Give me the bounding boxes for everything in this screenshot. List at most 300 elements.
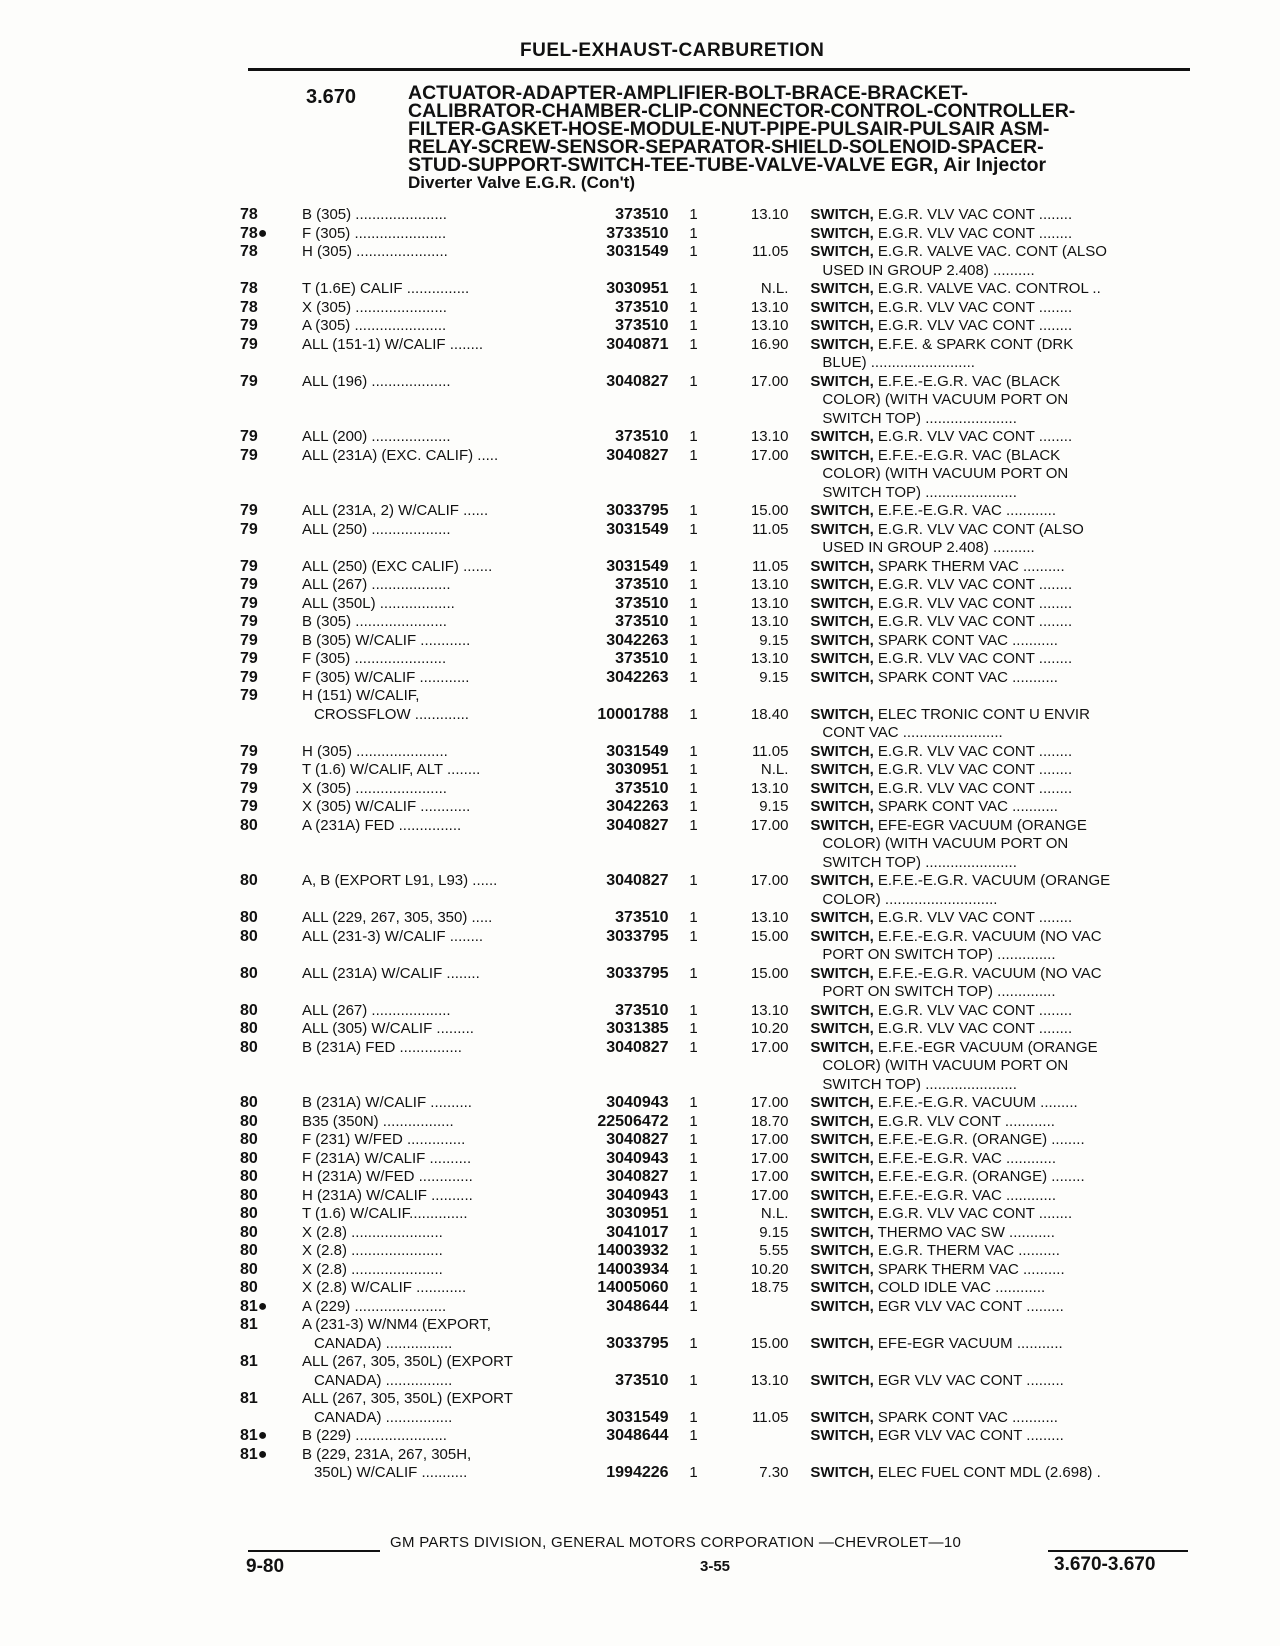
description-text: E.G.R. VLV VAC CONT ........ [873,1205,1073,1222]
application [302,1205,574,1224]
description [788,1446,1200,1483]
part-number: 3033795 [606,964,669,982]
description-text: E.G.R. VLV VAC CONT ........ [873,1001,1073,1019]
description-text: SPARK THERM VAC .......... [873,557,1065,575]
application-line: H (151) W/CALIF, [301,687,420,704]
part-number: 3042263 [606,631,669,649]
model-year: 80 [240,1131,258,1148]
price: 17.00 [750,1094,789,1111]
application [302,521,574,540]
part-number: 3040827 [606,1131,669,1148]
part-keyword: SWITCH, [810,594,874,612]
table-row [240,1205,1200,1224]
part-keyword: SWITCH, [810,631,874,649]
price: 9.15 [759,798,789,815]
application [302,225,574,244]
group-title-line: FILTER-GASKET-HOSE-MODULE-NUT-PIPE-PULSAIR-PULSAIR ASM- [408,118,1050,140]
description-line [810,1131,1200,1150]
group-title-line: STUD-SUPPORT-SWITCH-TEE-TUBE-VALVE-VALVE EGR, Air Injector [408,154,1047,176]
application [302,1353,574,1390]
description-line: USED IN GROUP 2.408) .......... [822,261,1035,279]
quantity: 1 [689,872,698,889]
description-text: E.G.R. VLV CONT ............ [873,1112,1055,1130]
part-keyword: SWITCH, [810,742,874,760]
quantity: 1 [689,298,698,316]
application [302,798,574,817]
description [788,1039,1200,1095]
quantity: 1 [689,927,698,945]
model-year: 78 [240,206,258,223]
description-text: ELEC FUEL CONT MDL (2.698) . [873,1464,1101,1481]
application-line: A (231A) FED ............... [301,816,462,834]
price: 16.90 [750,335,789,353]
description [788,761,1200,780]
description [788,1131,1200,1150]
description [788,613,1200,632]
model-year: 79 [240,335,258,353]
description [788,1316,1200,1353]
description-text: E.G.R. VLV VAC CONT ........ [873,317,1073,334]
group-title-line: RELAY-SCREW-SENSOR-SEPARATOR-SHIELD-SOLENOID-SPACER- [408,136,1044,158]
description [788,909,1200,928]
table-row [240,576,1200,595]
description-text: E.G.R. VLV VAC CONT ........ [873,428,1073,445]
description-text: COLD IDLE VAC ............ [873,1279,1046,1296]
description [788,1113,1200,1132]
application-line: B (305) ...................... [301,206,447,223]
part-keyword: SWITCH, [810,705,874,723]
model-year: 79 [240,631,258,649]
application-line: B (305) W/CALIF ............ [301,631,471,649]
description-text: E.G.R. VLV VAC CONT ........ [873,206,1073,223]
part-number: 3033795 [606,502,669,519]
description-text: ELEC TRONIC CONT U ENVIR [873,705,1090,723]
description-line [810,280,1200,299]
description [788,1150,1200,1169]
table-row [240,1261,1200,1280]
model-year: 79 [240,594,258,612]
description [788,521,1200,558]
footer-rule-right [1048,1550,1188,1552]
description-line [810,1039,1200,1058]
application [302,206,574,225]
description [788,1353,1200,1390]
part-keyword: SWITCH, [810,816,874,834]
description [788,1205,1200,1224]
description-line [810,817,1200,836]
description-line [810,299,1200,318]
price: 17.00 [750,1186,789,1204]
part-keyword: SWITCH, [810,1242,874,1259]
price: 17.00 [750,1131,789,1148]
application-line: B (231A) W/CALIF .......... [301,1094,472,1111]
model-year: 80 [240,1186,258,1204]
part-keyword: SWITCH, [810,372,874,390]
application-line: CANADA) ................ [313,1334,453,1352]
part-number: 3040827 [606,1168,669,1185]
description [788,595,1200,614]
part-keyword: SWITCH, [810,280,874,297]
model-year: 80 [240,1242,258,1259]
group-title-tail: Diverter Valve E.G.R. (Con't) [408,173,635,192]
table-row [240,299,1200,318]
part-keyword: SWITCH, [810,1334,874,1352]
application-line: F (231A) W/CALIF .......... [301,1149,472,1167]
description-line [810,632,1200,651]
group-number: 3.670 [306,86,357,108]
application [302,669,574,688]
application-line: H (231A) W/CALIF .......... [301,1186,473,1204]
application-line: ALL (196) ................... [301,372,451,390]
description-line [810,1427,1200,1446]
table-row [240,1298,1200,1317]
table-row [240,798,1200,817]
quantity: 1 [689,1223,698,1241]
part-number: 3040943 [606,1186,669,1204]
table-row [240,817,1200,873]
part-number: 3048644 [606,1427,669,1444]
table-row [240,595,1200,614]
description-line [810,1464,1200,1483]
model-year: 80 [240,1020,258,1037]
description [788,650,1200,669]
application [302,780,574,799]
table-row [240,928,1200,965]
description-text: E.G.R. VLV VAC CONT ........ [873,576,1073,593]
application-line: ALL (267) ................... [301,1001,451,1019]
footer-publisher: GM PARTS DIVISION, GENERAL MOTORS CORPORATION —CHEVROLET—10 [390,1534,962,1551]
description-text: E.F.E.-E.G.R. VACUUM (NO VAC [873,964,1102,982]
model-year: 79 [240,650,258,667]
quantity: 1 [689,1334,698,1352]
group-title-line: CALIBRATOR-CHAMBER-CLIP-CONNECTOR-CONTROL-CONTROLLER- [408,100,1076,122]
description-line: SWITCH TOP) ...................... [822,409,1017,427]
table-row [240,1020,1200,1039]
part-keyword: SWITCH, [810,779,874,797]
description-text: E.G.R. VLV VAC CONT ........ [873,779,1073,797]
description-line [810,743,1200,762]
quantity: 1 [689,1205,698,1222]
application [302,761,574,780]
description-text: E.F.E.-E.G.R. VAC ............ [873,1149,1057,1167]
application-line: A (231-3) W/NM4 (EXPORT, [301,1316,491,1333]
part-keyword: SWITCH, [810,1279,874,1296]
application-line: X (2.8) ...................... [301,1260,443,1278]
description-line: COLOR) (WITH VACUUM PORT ON [822,835,1069,852]
table-row [240,872,1200,909]
part-number: 3733510 [606,224,669,242]
application [302,1039,574,1058]
table-row [240,243,1200,280]
part-keyword: SWITCH, [810,1131,874,1148]
price: N.L. [760,761,789,778]
description-text: E.G.R. VLV VAC CONT ........ [873,613,1073,630]
description [788,1002,1200,1021]
part-number: 3048644 [606,1297,669,1315]
description-text: THERMO VAC SW ........... [873,1223,1055,1241]
part-number: 3040827 [606,372,669,390]
model-year: 79 [240,761,258,778]
price: 13.10 [750,594,789,612]
description-line [810,1168,1200,1187]
quantity: 1 [689,206,698,223]
description-text: EGR VLV VAC CONT ......... [873,1297,1064,1315]
model-year: 80 [240,964,258,982]
quantity: 1 [689,446,698,464]
model-year: 80 [240,1149,258,1167]
price: 13.10 [750,909,789,926]
application-line: ALL (229, 267, 305, 350) ..... [301,909,493,926]
description [788,1390,1200,1427]
application [302,1298,574,1317]
part-number: 373510 [615,1001,669,1019]
part-keyword: SWITCH, [810,1223,874,1241]
application [302,650,574,669]
application-line: B35 (350N) ................. [301,1112,454,1130]
part-number: 3040827 [606,446,669,464]
description-line [810,502,1200,521]
description-line [810,909,1200,928]
price: 18.70 [750,1112,789,1130]
quantity: 1 [689,1168,698,1185]
part-number: 3040943 [606,1094,669,1111]
model-year: 79 [240,798,258,815]
table-row [240,1002,1200,1021]
part-keyword: SWITCH, [810,613,874,630]
model-year: 80 [240,1112,258,1130]
price: 13.10 [750,613,789,630]
description-line [810,1261,1200,1280]
description [788,1298,1200,1317]
parts-list [240,206,1200,1483]
price: 13.10 [750,650,789,667]
description [788,1279,1200,1298]
quantity: 1 [689,594,698,612]
part-number: 14003932 [597,1242,669,1259]
model-year: 80 [240,1038,258,1056]
price: 10.20 [750,1260,789,1278]
description [788,502,1200,521]
application [302,447,574,466]
description [788,965,1200,1002]
application [302,576,574,595]
footer-date: 9-80 [246,1556,285,1577]
part-number: 3031549 [606,557,669,575]
part-number: 10001788 [597,705,669,723]
description [788,928,1200,965]
quantity: 1 [689,1131,698,1148]
application-line: T (1.6) W/CALIF, ALT ........ [301,761,481,778]
quantity: 1 [689,613,698,630]
part-number: 3040871 [606,335,669,353]
application [302,1242,574,1261]
model-year: 79 [240,446,258,464]
description [788,225,1200,244]
application [302,687,574,724]
application-line: F (305) ...................... [301,224,447,242]
description-line: SWITCH TOP) ...................... [822,853,1017,871]
application [302,743,574,762]
description-line [810,1150,1200,1169]
footer-group-range: 3.670-3.670 [1054,1554,1156,1575]
table-row [240,1168,1200,1187]
quantity: 1 [689,779,698,797]
description-text: E.F.E.-E.G.R. VACUUM (NO VAC [873,927,1102,945]
application-line: ALL (267, 305, 350L) (EXPORT [301,1390,513,1407]
application-line: F (305) ...................... [301,650,447,667]
part-keyword: SWITCH, [810,650,874,667]
application-line: ALL (305) W/CALIF ......... [301,1020,474,1037]
application-line: ALL (200) ................... [301,428,451,445]
price: 17.00 [750,872,789,889]
model-year: 78● [240,224,268,242]
quantity: 1 [689,576,698,593]
description [788,798,1200,817]
description-text: E.F.E. & SPARK CONT (DRK [873,335,1074,353]
quantity: 1 [689,1371,698,1389]
table-row [240,1353,1200,1390]
footer-rule-left [248,1550,380,1552]
application [302,1427,574,1446]
model-year: 80 [240,1001,258,1019]
group-title-line: ACTUATOR-ADAPTER-AMPLIFIER-BOLT-BRACE-BRACKET- [408,82,969,104]
price: 7.30 [759,1464,789,1481]
quantity: 1 [689,1186,698,1204]
application-line: B (229, 231A, 267, 305H, [301,1445,472,1463]
price: 11.05 [751,557,789,575]
description-line [810,1298,1200,1317]
part-number: 3031549 [606,1408,669,1426]
model-year: 80 [240,1168,258,1185]
description [788,558,1200,577]
model-year: 78 [240,243,258,260]
description-text: E.G.R. THERM VAC .......... [873,1242,1060,1259]
application [302,817,574,836]
description [788,1168,1200,1187]
application [302,1150,574,1169]
description [788,206,1200,225]
part-keyword: SWITCH, [810,1020,874,1037]
table-row [240,965,1200,1002]
part-keyword: SWITCH, [810,1186,874,1204]
price: 17.00 [750,446,789,464]
description-line: USED IN GROUP 2.408) .......... [822,539,1035,556]
description [788,280,1200,299]
table-row [240,1131,1200,1150]
model-year: 81 [240,1353,258,1370]
part-number: 373510 [615,1371,669,1389]
description-text: E.F.E.-E.G.R. VACUUM (ORANGE [873,872,1111,889]
application-line: ALL (231A) (EXC. CALIF) ..... [301,446,499,464]
description-text: E.G.R. VLV VAC CONT ........ [873,742,1073,760]
description-text: E.F.E.-E.G.R. (ORANGE) ........ [873,1131,1085,1148]
part-keyword: SWITCH, [810,502,874,519]
description-line [810,761,1200,780]
description-text: E.F.E.-E.G.R. VAC (BLACK [873,446,1061,464]
quantity: 1 [689,1094,698,1111]
description-line: PORT ON SWITCH TOP) .............. [822,983,1056,1000]
description-text: E.F.E.-E.G.R. VACUUM ......... [873,1094,1078,1111]
application-line: ALL (231A, 2) W/CALIF ...... [301,502,489,519]
description-text: E.G.R. VLV VAC CONT ........ [873,224,1073,242]
model-year: 80 [240,909,258,926]
model-year: 79 [240,520,258,538]
application-line: T (1.6E) CALIF ............... [301,280,470,297]
model-year: 79 [240,779,258,797]
application [302,965,574,984]
price: 9.15 [759,1223,789,1241]
price: 17.00 [750,1168,789,1185]
quantity: 1 [689,1001,698,1019]
price: 13.10 [750,1001,789,1019]
application [302,1113,574,1132]
part-number: 3033795 [606,927,669,945]
price: 15.00 [750,927,789,945]
part-keyword: SWITCH, [810,520,874,538]
price: 13.10 [750,298,789,316]
application-line: A (305) ...................... [301,317,447,334]
part-number: 373510 [615,206,669,223]
part-keyword: SWITCH, [810,1371,874,1389]
description-line [810,558,1200,577]
application-line: ALL (267) ................... [301,576,451,593]
application [302,428,574,447]
part-keyword: SWITCH, [810,317,874,334]
table-row [240,761,1200,780]
table-row [240,428,1200,447]
part-number: 3040943 [606,1149,669,1167]
application [302,1020,574,1039]
quantity: 1 [689,520,698,538]
model-year: 81● [240,1445,268,1463]
model-year: 81● [240,1427,268,1444]
part-keyword: SWITCH, [810,798,874,815]
part-keyword: SWITCH, [810,335,874,353]
model-year: 79 [240,317,258,334]
description-line [810,1020,1200,1039]
application-line: H (305) ...................... [301,742,448,760]
description-line: PORT ON SWITCH TOP) .............. [822,946,1056,963]
description-text: E.F.E.-E.G.R. VAC ............ [873,502,1057,519]
quantity: 1 [689,761,698,778]
model-year: 80 [240,927,258,945]
part-number: 22506472 [597,1112,669,1130]
quantity: 1 [689,705,698,723]
model-year: 80 [240,1223,258,1241]
description [788,243,1200,280]
description-line [810,595,1200,614]
model-year: 78 [240,280,258,297]
description-text: E.F.E.-E.G.R. VAC ............ [873,1186,1057,1204]
application [302,502,574,521]
model-year: 79 [240,502,258,519]
description-text: SPARK THERM VAC .......... [873,1260,1065,1278]
quantity: 1 [689,631,698,649]
part-keyword: SWITCH, [810,206,874,223]
table-row [240,280,1200,299]
part-keyword: SWITCH, [810,872,874,889]
model-year: 81 [240,1316,258,1333]
description [788,817,1200,873]
group-title [408,84,1188,192]
description-text: E.G.R. VALVE VAC. CONT (ALSO [873,243,1107,260]
table-row [240,1113,1200,1132]
description-line [810,1205,1200,1224]
part-keyword: SWITCH, [810,1094,874,1111]
description [788,780,1200,799]
part-number: 373510 [615,298,669,316]
part-keyword: SWITCH, [810,298,874,316]
